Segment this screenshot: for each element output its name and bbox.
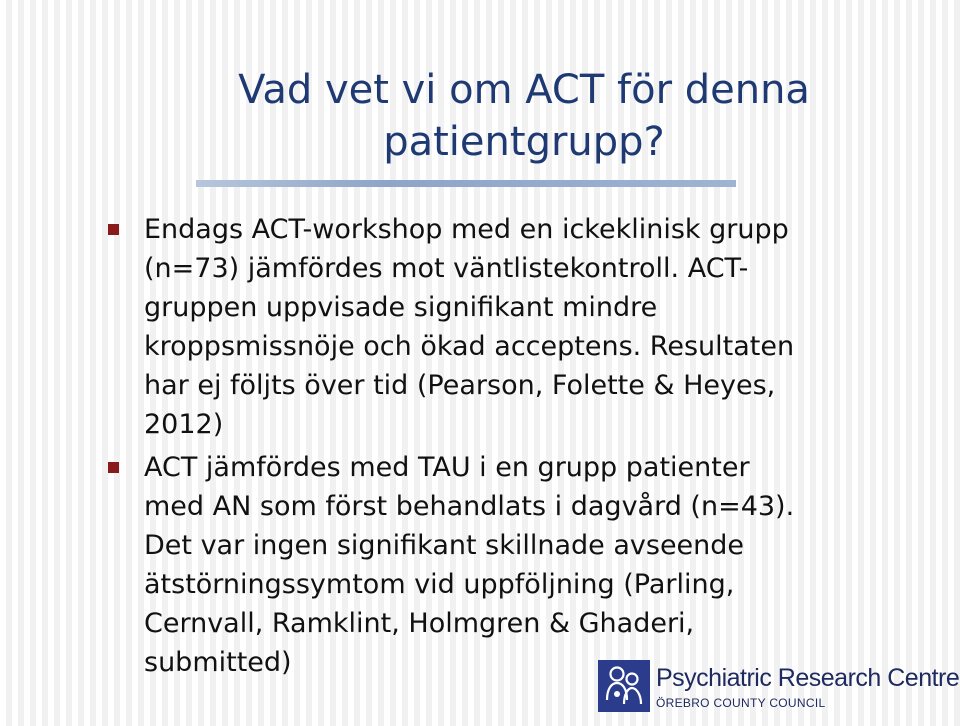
slide-title-line-1: Vad vet vi om ACT för denna (238, 67, 810, 113)
people-heads-icon (598, 660, 650, 712)
bullet-list (108, 210, 928, 686)
slide-title-line-2: patientgrupp? (383, 119, 665, 165)
bullet-2-line-2: med AN som först behandlats i dagvård (n=43). (144, 491, 795, 522)
bullet-square-icon (108, 462, 119, 473)
bullet-item-2 (108, 448, 928, 682)
bullet-1-line-3: gruppen uppvisade signifikant mindre (144, 292, 658, 323)
bullet-1-line-1: Endags ACT-workshop med en ickeklinisk grupp (144, 214, 789, 245)
bullet-2-line-4: ätstörningssymtom vid uppföljning (Parling, (144, 569, 735, 600)
logo-name: Psychiatric Research Centre (656, 664, 960, 692)
bullet-1-line-2: (n=73) jämfördes mot väntlistekontroll. ACT- (144, 253, 749, 284)
bullet-1-line-6: 2012) (144, 409, 224, 440)
slide-title (0, 64, 960, 168)
bullet-1-line-5: har ej följts över tid (Pearson, Folette & Heyes, (144, 370, 776, 401)
title-divider (196, 180, 736, 187)
organization-logo (598, 660, 958, 716)
bullet-2-line-5: Cernvall, Ramklint, Holmgren & Ghaderi, (144, 608, 695, 639)
bullet-square-icon (108, 224, 119, 235)
bullet-2-line-1: ACT jämfördes med TAU i en grupp patienter (144, 452, 750, 483)
bullet-1-line-4: kroppsmissnöje och ökad acceptens. Resultaten (144, 331, 795, 362)
bullet-2-line-6: submitted) (144, 647, 292, 678)
logo-subtitle: ÖREBRO COUNTY COUNCIL (656, 696, 826, 710)
bullet-2-line-3: Det var ingen signifikant skillnade avseende (144, 530, 745, 561)
bullet-item-1 (108, 210, 928, 444)
